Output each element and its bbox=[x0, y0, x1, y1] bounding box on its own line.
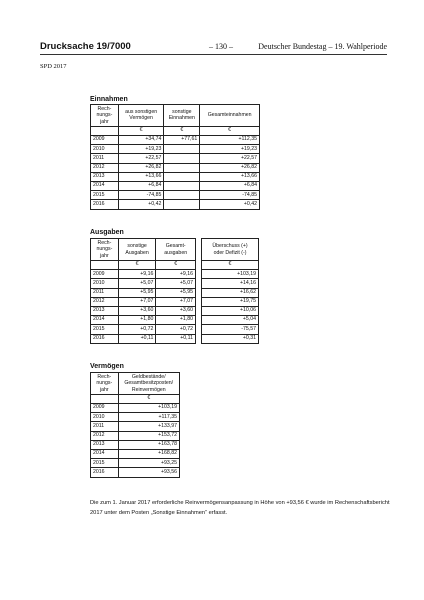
ausgaben-value-cell: +0,72 bbox=[156, 325, 196, 334]
page-header bbox=[40, 41, 387, 53]
vermoegen-value-cell: +117,35 bbox=[118, 413, 179, 422]
einnahmen-value-cell: -74,85 bbox=[200, 191, 260, 200]
ausgaben-year-cell: 2009 bbox=[91, 270, 119, 279]
vermoegen-value-cell: +153,72 bbox=[118, 431, 179, 440]
einnahmen-year-cell: 2011 bbox=[91, 154, 119, 163]
einnahmen-value-cell: +6,84 bbox=[200, 182, 260, 191]
vermoegen-title: Vermögen bbox=[90, 363, 124, 370]
ausgaben-year-cell: 2014 bbox=[91, 316, 119, 325]
ausgaben-value-cell: +9,16 bbox=[156, 270, 196, 279]
ausgaben-title: Ausgaben bbox=[90, 229, 124, 236]
vermoegen-row bbox=[91, 431, 180, 440]
vermoegen-row bbox=[91, 450, 180, 459]
vermoegen-unit-row bbox=[91, 394, 180, 403]
ausgaben-year-cell: 2016 bbox=[91, 334, 119, 343]
ausgaben-header-cell: Rech- nungs- jahr bbox=[91, 239, 119, 261]
vermoegen-value-cell: +168,82 bbox=[118, 450, 179, 459]
einnahmen-value-cell: +22,57 bbox=[200, 154, 260, 163]
surplus-value-cell: -75,57 bbox=[202, 325, 259, 334]
vermoegen-header-row bbox=[91, 373, 180, 395]
einnahmen-value-cell: +19,23 bbox=[200, 145, 260, 154]
einnahmen-value-cell: +0,42 bbox=[200, 200, 260, 209]
ausgaben-row bbox=[91, 306, 196, 315]
party-label: SPD 2017 bbox=[40, 63, 67, 70]
einnahmen-year-cell: 2012 bbox=[91, 163, 119, 172]
vermoegen-unit-cell bbox=[91, 394, 119, 403]
einnahmen-year-cell: 2014 bbox=[91, 182, 119, 191]
vermoegen-year-cell: 2016 bbox=[91, 468, 119, 477]
surplus-row bbox=[202, 288, 259, 297]
einnahmen-value-cell: +77,61 bbox=[164, 136, 200, 145]
parliament-term: Deutscher Bundestag – 19. Wahlperiode bbox=[258, 42, 387, 51]
surplus-value-cell: +0,31 bbox=[202, 334, 259, 343]
surplus-row bbox=[202, 279, 259, 288]
header-rule bbox=[40, 54, 387, 55]
surplus-row bbox=[202, 316, 259, 325]
einnahmen-header-cell: Gesamteinnahmen bbox=[200, 105, 260, 127]
surplus-table bbox=[201, 238, 259, 344]
ausgaben-table bbox=[90, 238, 196, 344]
ausgaben-unit-cell: € bbox=[118, 261, 156, 270]
vermoegen-table bbox=[90, 372, 180, 478]
vermoegen-header-cell: Geldbestände/ Gesamtbesitzposten/ Reinvermögen bbox=[118, 373, 179, 395]
einnahmen-unit-row bbox=[91, 126, 260, 135]
ausgaben-value-cell: +5,95 bbox=[118, 288, 156, 297]
einnahmen-row bbox=[91, 172, 260, 181]
ausgaben-row bbox=[91, 316, 196, 325]
einnahmen-header-cell: sonstige Einnahmen bbox=[164, 105, 200, 127]
vermoegen-value-cell: +103,19 bbox=[118, 404, 179, 413]
einnahmen-row bbox=[91, 200, 260, 209]
vermoegen-row bbox=[91, 404, 180, 413]
einnahmen-row bbox=[91, 136, 260, 145]
ausgaben-unit-cell bbox=[91, 261, 119, 270]
einnahmen-row bbox=[91, 182, 260, 191]
vermoegen-year-cell: 2013 bbox=[91, 440, 119, 449]
einnahmen-value-cell bbox=[164, 145, 200, 154]
surplus-value-cell: +19,75 bbox=[202, 297, 259, 306]
ausgaben-value-cell: +0,11 bbox=[118, 334, 156, 343]
vermoegen-year-cell: 2010 bbox=[91, 413, 119, 422]
einnahmen-row bbox=[91, 145, 260, 154]
einnahmen-value-cell: -74,85 bbox=[118, 191, 164, 200]
ausgaben-value-cell: +5,07 bbox=[156, 279, 196, 288]
einnahmen-value-cell: +34,74 bbox=[118, 136, 164, 145]
einnahmen-table bbox=[90, 104, 260, 210]
einnahmen-header-cell: aus sonstigen Vermögen bbox=[118, 105, 164, 127]
ausgaben-value-cell: +1,80 bbox=[156, 316, 196, 325]
surplus-row bbox=[202, 306, 259, 315]
einnahmen-value-cell: +22,57 bbox=[118, 154, 164, 163]
ausgaben-value-cell: +3,60 bbox=[118, 306, 156, 315]
ausgaben-value-cell: +0,11 bbox=[156, 334, 196, 343]
ausgaben-year-cell: 2010 bbox=[91, 279, 119, 288]
ausgaben-unit-row bbox=[91, 261, 196, 270]
ausgaben-unit-cell: € bbox=[156, 261, 196, 270]
vermoegen-year-cell: 2012 bbox=[91, 431, 119, 440]
einnahmen-value-cell bbox=[164, 172, 200, 181]
einnahmen-unit-cell: € bbox=[164, 126, 200, 135]
ausgaben-value-cell: +9,16 bbox=[118, 270, 156, 279]
einnahmen-value-cell: +112,35 bbox=[200, 136, 260, 145]
ausgaben-row bbox=[91, 325, 196, 334]
ausgaben-row bbox=[91, 288, 196, 297]
ausgaben-row bbox=[91, 270, 196, 279]
vermoegen-value-cell: +133,97 bbox=[118, 422, 179, 431]
vermoegen-unit-cell: € bbox=[118, 394, 179, 403]
vermoegen-year-cell: 2011 bbox=[91, 422, 119, 431]
einnahmen-header-cell: Rech- nungs- jahr bbox=[91, 105, 119, 127]
einnahmen-row bbox=[91, 191, 260, 200]
einnahmen-year-cell: 2015 bbox=[91, 191, 119, 200]
vermoegen-year-cell: 2015 bbox=[91, 459, 119, 468]
einnahmen-year-cell: 2016 bbox=[91, 200, 119, 209]
einnahmen-unit-cell: € bbox=[118, 126, 164, 135]
ausgaben-year-cell: 2012 bbox=[91, 297, 119, 306]
einnahmen-value-cell: +19,23 bbox=[118, 145, 164, 154]
einnahmen-value-cell: +6,84 bbox=[118, 182, 164, 191]
einnahmen-value-cell: +26,82 bbox=[200, 163, 260, 172]
einnahmen-year-cell: 2009 bbox=[91, 136, 119, 145]
vermoegen-row bbox=[91, 422, 180, 431]
ausgaben-row bbox=[91, 334, 196, 343]
vermoegen-row bbox=[91, 459, 180, 468]
surplus-value-cell: +16,62 bbox=[202, 288, 259, 297]
einnahmen-value-cell bbox=[164, 191, 200, 200]
ausgaben-header-cell: Gesamt- ausgaben bbox=[156, 239, 196, 261]
ausgaben-header-cell: sonstige Ausgaben bbox=[118, 239, 156, 261]
einnahmen-row bbox=[91, 163, 260, 172]
ausgaben-value-cell: +1,80 bbox=[118, 316, 156, 325]
surplus-header-row bbox=[202, 239, 259, 261]
ausgaben-value-cell: +0,72 bbox=[118, 325, 156, 334]
einnahmen-value-cell: +13,66 bbox=[200, 172, 260, 181]
einnahmen-unit-cell: € bbox=[200, 126, 260, 135]
surplus-value-cell: +5,04 bbox=[202, 316, 259, 325]
surplus-unit-cell: € bbox=[202, 261, 259, 270]
ausgaben-year-cell: 2015 bbox=[91, 325, 119, 334]
surplus-row bbox=[202, 334, 259, 343]
ausgaben-year-cell: 2013 bbox=[91, 306, 119, 315]
surplus-value-cell: +103,19 bbox=[202, 270, 259, 279]
vermoegen-row bbox=[91, 413, 180, 422]
surplus-unit-row bbox=[202, 261, 259, 270]
page-number: – 130 – bbox=[209, 42, 233, 51]
einnahmen-value-cell bbox=[164, 163, 200, 172]
einnahmen-year-cell: 2013 bbox=[91, 172, 119, 181]
vermoegen-value-cell: +93,25 bbox=[118, 459, 179, 468]
surplus-row bbox=[202, 325, 259, 334]
vermoegen-year-cell: 2009 bbox=[91, 404, 119, 413]
ausgaben-row bbox=[91, 297, 196, 306]
einnahmen-value-cell bbox=[164, 200, 200, 209]
vermoegen-row bbox=[91, 440, 180, 449]
surplus-value-cell: +14,16 bbox=[202, 279, 259, 288]
einnahmen-value-cell bbox=[164, 182, 200, 191]
ausgaben-value-cell: +3,60 bbox=[156, 306, 196, 315]
ausgaben-row bbox=[91, 279, 196, 288]
einnahmen-value-cell: +26,82 bbox=[118, 163, 164, 172]
surplus-header-cell: Überschuss (+) oder Defizit (-) bbox=[202, 239, 259, 261]
surplus-row bbox=[202, 270, 259, 279]
einnahmen-value-cell: +0,42 bbox=[118, 200, 164, 209]
ausgaben-value-cell: +7,07 bbox=[118, 297, 156, 306]
einnahmen-value-cell: +13,66 bbox=[118, 172, 164, 181]
einnahmen-title: Einnahmen bbox=[90, 96, 128, 103]
ausgaben-value-cell: +7,07 bbox=[156, 297, 196, 306]
ausgaben-value-cell: +5,95 bbox=[156, 288, 196, 297]
ausgaben-header-row bbox=[91, 239, 196, 261]
ausgaben-value-cell: +5,07 bbox=[118, 279, 156, 288]
einnahmen-row bbox=[91, 154, 260, 163]
footnote: Die zum 1. Januar 2017 erforderliche Reinvermögensanpassung in Höhe von +93,56 € wurde im Rechenschaftsbericht 2017 unter dem Posten „Sonstige Einnahmen“ erfasst. bbox=[90, 500, 390, 516]
einnahmen-unit-cell bbox=[91, 126, 119, 135]
surplus-value-cell: +10,06 bbox=[202, 306, 259, 315]
vermoegen-value-cell: +93,56 bbox=[118, 468, 179, 477]
vermoegen-value-cell: +163,78 bbox=[118, 440, 179, 449]
ausgaben-year-cell: 2011 bbox=[91, 288, 119, 297]
document-number: Drucksache 19/7000 bbox=[40, 41, 131, 52]
vermoegen-header-cell: Rech- nungs- jahr bbox=[91, 373, 119, 395]
einnahmen-header-row bbox=[91, 105, 260, 127]
surplus-row bbox=[202, 297, 259, 306]
einnahmen-value-cell bbox=[164, 154, 200, 163]
vermoegen-row bbox=[91, 468, 180, 477]
vermoegen-year-cell: 2014 bbox=[91, 450, 119, 459]
einnahmen-year-cell: 2010 bbox=[91, 145, 119, 154]
